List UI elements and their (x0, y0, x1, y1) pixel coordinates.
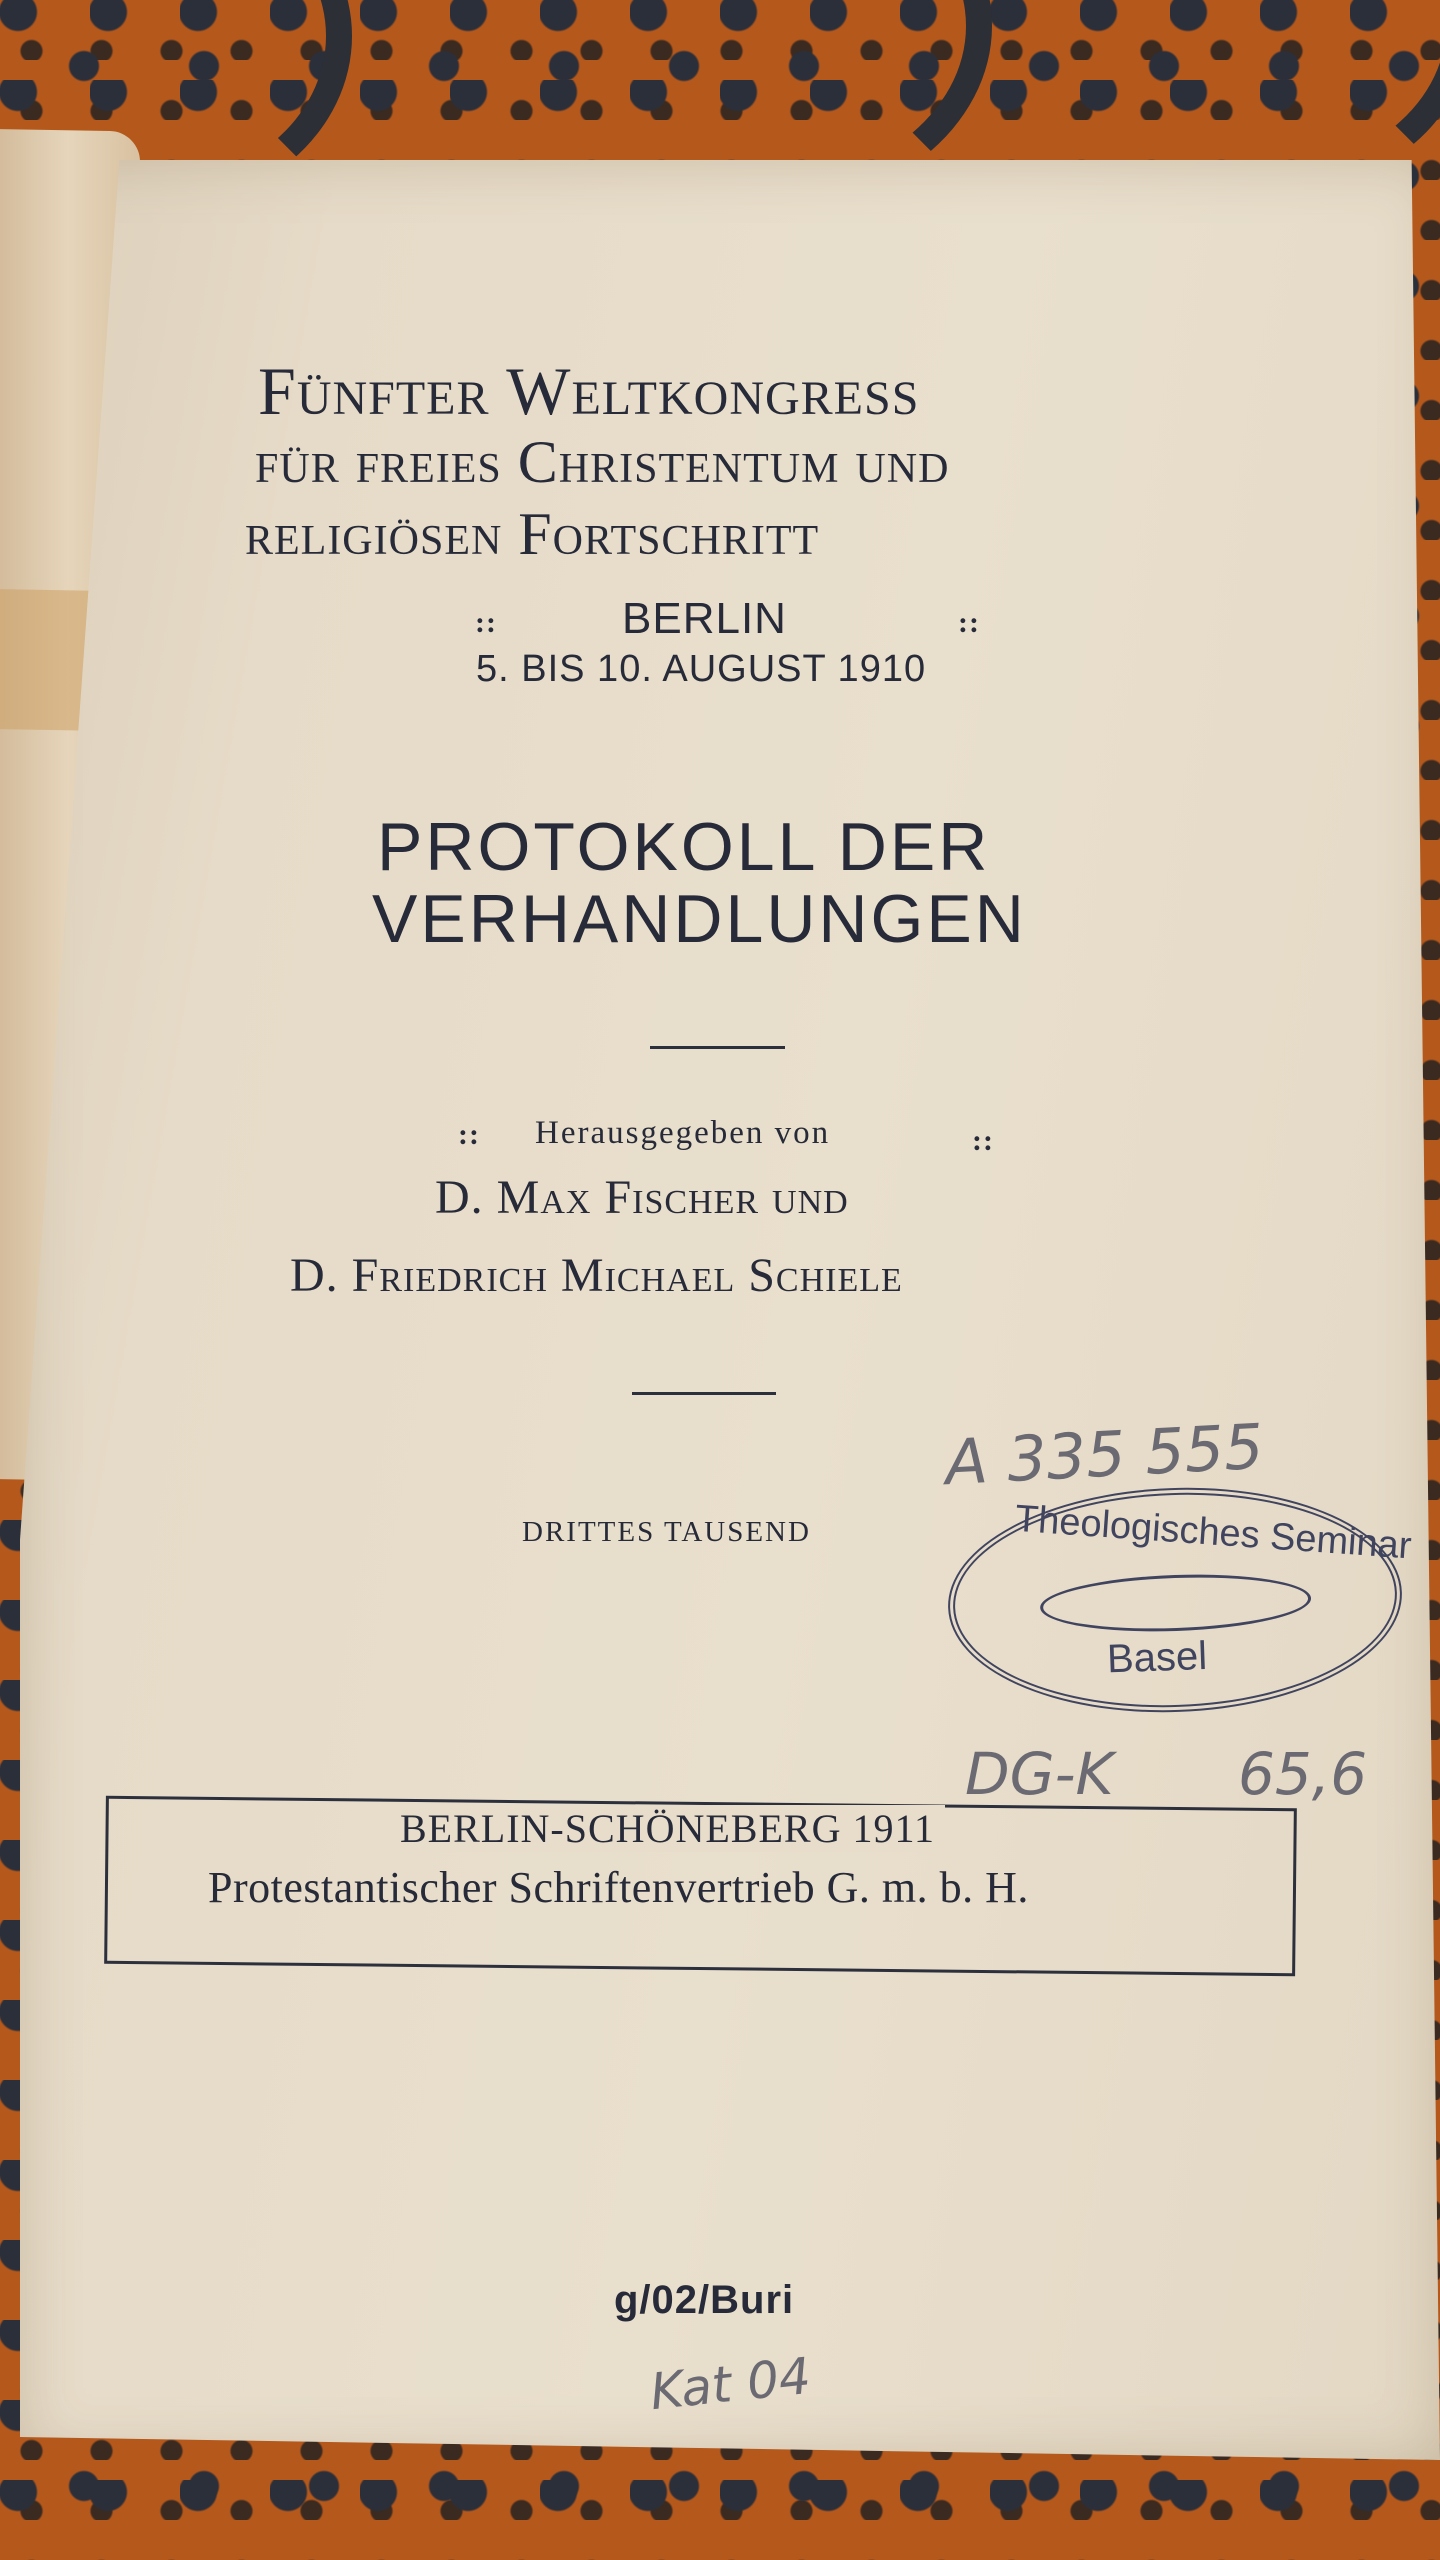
ornament-dots: :: (972, 1124, 994, 1157)
ornament-dots: :: (475, 606, 497, 639)
stamp-inner-oval (1039, 1570, 1312, 1635)
location: BERLIN (622, 594, 787, 643)
ornament-dots: :: (458, 1118, 480, 1151)
title-line-1: Fünfter Weltkongress (258, 353, 920, 429)
handwritten-class-number: 65,6 (1238, 1740, 1368, 1808)
subtitle-line-1: PROTOKOLL DER (377, 809, 991, 885)
edited-by-label: Herausgegeben von (535, 1115, 831, 1151)
shelf-mark-stamp: g/02/Buri (614, 2278, 795, 2322)
divider-rule (650, 1046, 785, 1049)
subtitle-line-2: VERHANDLUNGEN (372, 881, 1027, 957)
handwritten-class-code: DG-K (965, 1740, 1114, 1808)
stamp-top-text: Theologisches Seminar (1013, 1497, 1413, 1568)
publisher-place-year: BERLIN-SCHÖNEBERG 1911 (390, 1805, 945, 1852)
congress-dates: 5. BIS 10. AUGUST 1910 (476, 648, 927, 690)
publisher-name: Protestantischer Schriftenvertrieb G. m. b. H. (208, 1863, 1029, 1912)
title-line-3: religiösen Fortschritt (245, 501, 820, 567)
ornament-dots: :: (958, 606, 980, 639)
edition-note: DRITTES TAUSEND (522, 1516, 811, 1548)
editor-line-2: D. Friedrich Michael Schiele (290, 1249, 903, 1302)
handwritten-accession-number: A 335 555 (943, 1409, 1266, 1500)
editor-line-1: D. Max Fischer und (435, 1171, 849, 1224)
handwritten-catalog-note: Kat 04 (647, 2346, 814, 2422)
stamp-bottom-text: Basel (1106, 1633, 1208, 1682)
title-line-2: für freies Christentum und (255, 429, 950, 495)
divider-rule (632, 1392, 776, 1395)
